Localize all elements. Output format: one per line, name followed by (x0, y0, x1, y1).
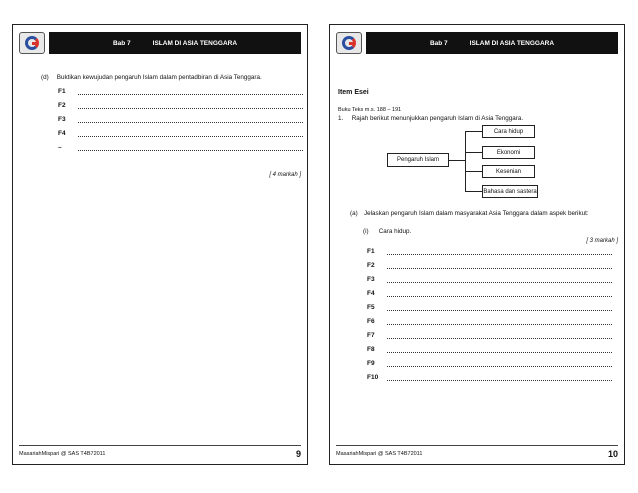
question-letter: (i) (363, 228, 369, 235)
chapter-label: Bab 7 (429, 39, 448, 47)
chapter-label: Bab 7 (112, 39, 131, 47)
question-letter: (a) (350, 210, 358, 217)
answer-line-label: F4 (367, 290, 375, 297)
diagram-connector (465, 131, 482, 132)
answer-line-label: F9 (367, 360, 375, 367)
answer-blank[interactable] (387, 347, 612, 353)
answer-line[interactable] (58, 130, 303, 137)
answer-line-label: F1 (58, 88, 66, 95)
answer-line-label: F8 (367, 346, 375, 353)
section-title: Item Esei (338, 89, 369, 96)
diagram-connector (465, 171, 482, 172)
answer-line[interactable] (367, 262, 612, 269)
answer-line[interactable] (58, 88, 303, 95)
answer-blank[interactable] (387, 263, 612, 269)
footer-credit: MasariahMispari @ SAS T4B72011 (336, 450, 423, 457)
answer-line[interactable] (367, 332, 612, 339)
footer-credit: MasariahMispari @ SAS T4B72011 (19, 450, 106, 457)
diagram-connector (465, 191, 482, 192)
answer-line[interactable] (58, 102, 303, 109)
question-number: 1. (338, 115, 344, 122)
question-d (41, 74, 262, 81)
answer-blank[interactable] (78, 103, 303, 109)
page-footer (336, 445, 618, 459)
answer-blank[interactable] (387, 305, 612, 311)
diagram-branch-ekonomi: Ekonomi (482, 146, 535, 159)
answer-line-label: F3 (367, 276, 375, 283)
diagram-connector (465, 131, 466, 191)
question-text: Rajah berikut menunjukkan pengaruh Islam di Asia Tenggara. (351, 115, 524, 122)
answer-line[interactable] (367, 360, 612, 367)
question-letter: (d) (41, 74, 49, 81)
answer-line[interactable] (367, 346, 612, 353)
answer-line[interactable] (367, 304, 612, 311)
answer-line[interactable] (367, 276, 612, 283)
answer-line[interactable] (58, 116, 303, 123)
answer-line[interactable] (367, 248, 612, 255)
answer-blank[interactable] (78, 117, 303, 123)
question-text: Cara hidup. (378, 228, 412, 235)
answer-line-label: F10 (367, 374, 379, 381)
answer-line-label: F4 (58, 130, 66, 137)
answer-line[interactable] (367, 374, 612, 381)
school-logo (19, 32, 45, 54)
diagram-branch-kesenian: Kesenian (482, 165, 535, 178)
answer-blank[interactable] (387, 333, 612, 339)
chapter-title-bar (366, 32, 618, 54)
diagram-connector (449, 160, 465, 161)
chapter-title: ISLAM DI ASIA TENGGARA (469, 39, 555, 47)
answer-line[interactable] (367, 318, 612, 325)
answer-line-label: F1 (367, 248, 375, 255)
chapter-title-bar (49, 32, 301, 54)
worksheet-page-left (12, 24, 308, 465)
answer-line-label: F3 (58, 116, 66, 123)
page-number: 9 (295, 448, 301, 459)
diagram-center-node: Pengaruh Islam (387, 153, 449, 167)
answer-line[interactable] (58, 144, 303, 151)
answer-line[interactable] (367, 290, 612, 297)
diagram-branch-bahasa-sastera: Bahasa dan sastera (482, 185, 538, 198)
answer-blank[interactable] (387, 277, 612, 283)
diagram-connector (465, 152, 482, 153)
answer-blank[interactable] (387, 361, 612, 367)
school-logo (336, 32, 362, 54)
answer-blank[interactable] (78, 145, 303, 151)
answer-line-label: F5 (367, 304, 375, 311)
page-header (19, 32, 301, 54)
textbook-reference: Buku Teks m.s. 188 – 191 (338, 107, 402, 113)
answer-blank[interactable] (387, 249, 612, 255)
question-i (363, 228, 411, 235)
marks-label: [ 3 markah ] (586, 238, 618, 244)
marks-label: [ 4 markah ] (269, 172, 301, 178)
question-text: Jelaskan pengaruh Islam dalam masyarakat Asia Tenggara dalam aspek berikut: (364, 210, 589, 217)
answer-line-label: – (58, 144, 62, 151)
page-footer (19, 445, 301, 459)
answer-blank[interactable] (387, 319, 612, 325)
answer-blank[interactable] (387, 291, 612, 297)
question-1 (338, 115, 523, 122)
answer-blank[interactable] (78, 131, 303, 137)
answer-line-label: F2 (58, 102, 66, 109)
answer-blank[interactable] (387, 375, 612, 381)
answer-line-label: F2 (367, 262, 375, 269)
answer-line-label: F6 (367, 318, 375, 325)
answer-blank[interactable] (78, 89, 303, 95)
page-header (336, 32, 618, 54)
worksheet-page-right (329, 24, 625, 465)
chapter-title: ISLAM DI ASIA TENGGARA (152, 39, 238, 47)
answer-line-label: F7 (367, 332, 375, 339)
question-text: Buktikan kewujudan pengaruh Islam dalam pentadbiran di Asia Tenggara. (56, 74, 262, 81)
question-a (350, 210, 620, 219)
diagram-branch-cara-hidup: Cara hidup (482, 125, 535, 138)
page-number: 10 (607, 448, 618, 459)
